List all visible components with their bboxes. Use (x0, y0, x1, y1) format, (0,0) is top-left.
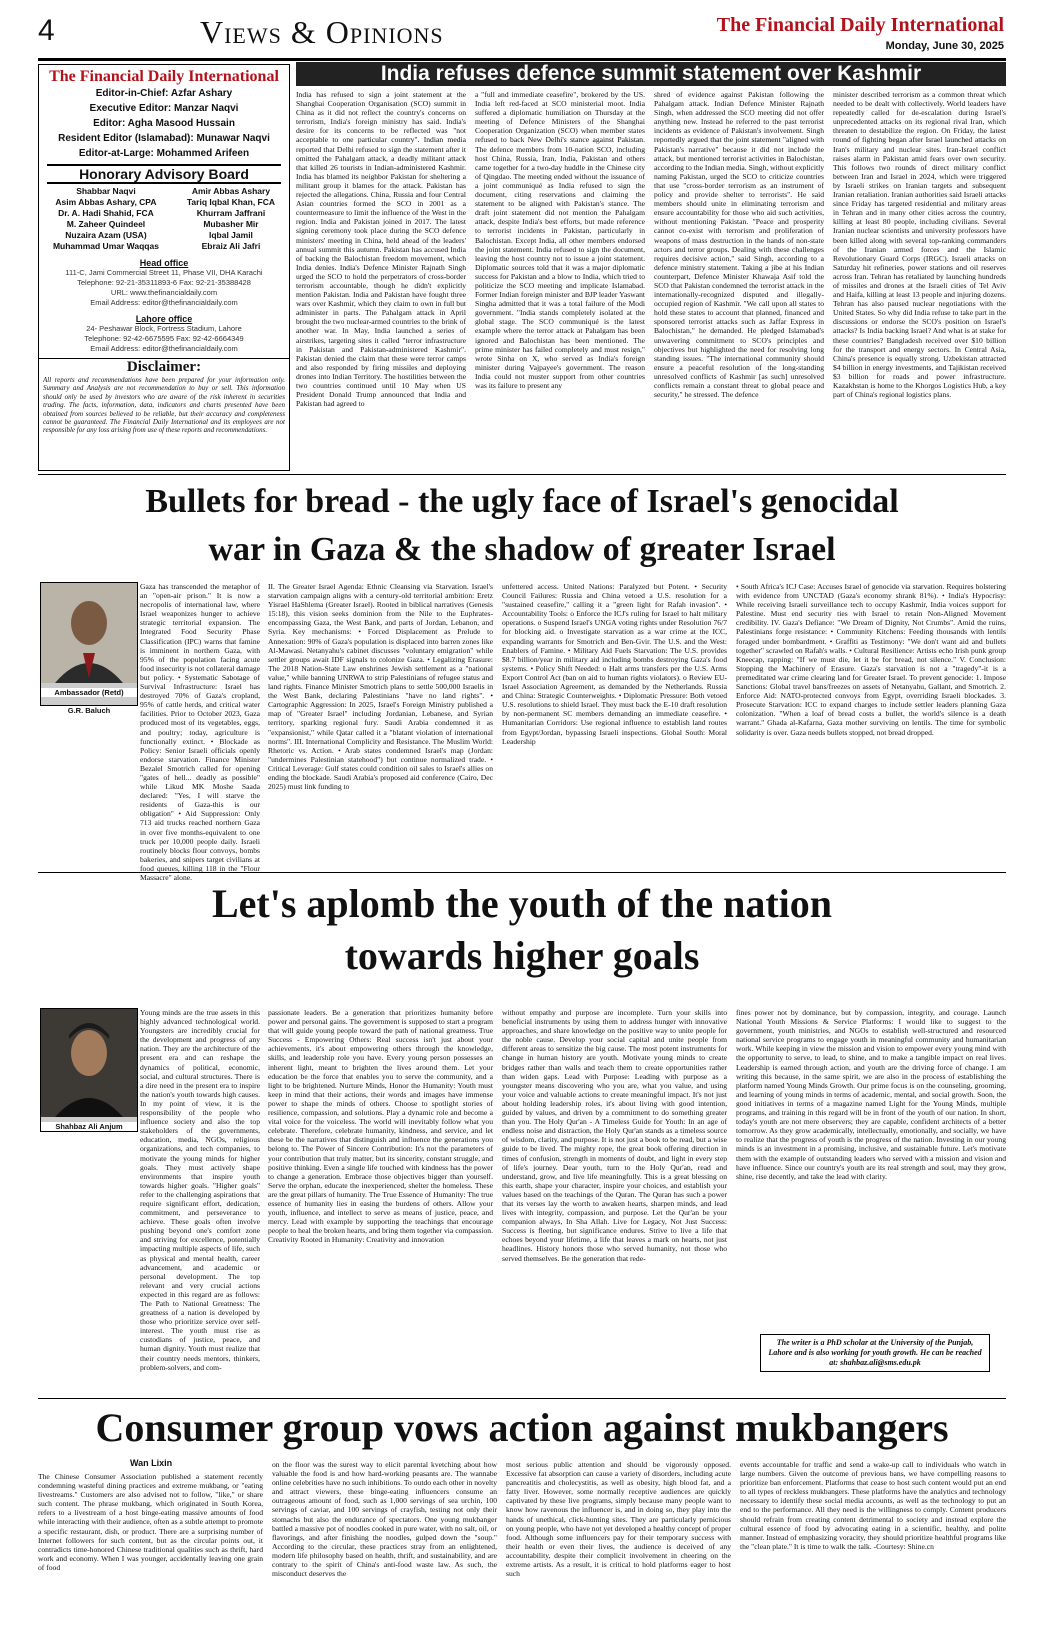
office-email: Email Address: editor@thefinancialdaily.com (90, 344, 238, 353)
section-divider (38, 1398, 1006, 1399)
article4-column: on the floor was the surest way to elicit parental kvetching about how valuable the food is and how hard-working peasants are. The wannabe online celebrities have no such inhibitions. To outdo each other in novelty and attract viewers, these binge-eating influencers consume an outrageous amount of food, such as 1,000 servings of sea urchin, 100 servings of caviar, and 100 servings of crayfish, testing not only their stomachs but also the endurance of spectators. One young mukbanger battled a massive pot of noodles cooked in pure water, with no salt, oil, or flavorings, and after finishing the noodles, gulped down the "soup." According to the circular, these practices stray from an enlightened, modern life philosophy based on health, thrift, and sustainability, and are contrary to the spirit of China's anti-food waste law. As such, the misconduct deserves the (272, 1460, 497, 1579)
board-member: Amir Abbas Ashary (191, 186, 271, 196)
article4-headline: Consumer group vows action against mukbangers (95, 1405, 949, 1450)
staff-line: Editor-in-Chief: Azfar Ashary (95, 88, 233, 99)
article2-column-intro: Gaza has transcended the metaphor of an "open-air prison." It is now a necropolis of international law, where Israel weaponizes hunger to achieve strategic territorial expansion. The Integrated Food Security Phase Classification (IPC) warns that famine is imminent in northern Gaza, with 95% of the population facing acute food insecurity is not collateral damage but policy. • Systematic Sabotage of Survival Infrastructure: Israel has destroyed 70% of Gaza's cropland, 95% of cattle herds, and critical water facilities. Prior to October 2023, Gaza produced most of its vegetables, eggs, and poultry; today, agriculture is functionally extinct. • Blockade as Policy: Senior Israeli officials openly endorse starvation. Finance Minister Bezalel Smotrich called for opening "gates of hell... deadly as possible" while Likud MK Moshe Saada declared: "Yes, I will starve the residents of Gaza-this is our obligation" • Aid Suppression: Only 713 aid trucks reached northern Gaza in over five months-equivalent to one truck per 10,000 people daily. Israeli routinely blocks flour convoys, bombs bakeries, and snipers target civilians at food queues, killing 118 in the "Flour Massacre" alone. (140, 582, 260, 882)
advisory-board (39, 186, 289, 252)
board-member: Tariq Iqbal Khan, FCA (186, 197, 276, 207)
board-member: Asim Abbas Ashary, CPA (55, 197, 157, 207)
staff-box (38, 64, 290, 471)
article1-column: minister described terrorism as a common threat which needed to be dealt with collectively. World leaders have repeatedly called for de-escalation during Israel's unprecedented attacks on its regional rival Iran, which threaten to destabilize the region. On Friday, the latest round of fighting began after Israel launched attacks on Iran's military and nuclear sites. Iran-Israel conflict raises alarm in Pakistan amid fears over own security. This follows two rounds of direct military conflict between Iran and Israel in 2024, which were triggered by Israeli strikes on Iranian targets and subsequent Iranian retaliation. Iranian authorities said Israeli attacks since Friday has targeted residential and military areas in Tehran and in many other cities across the country, killing at least 80 people, including civilians. Several Iranian nuclear scientists and university professors have been killed along with several top-ranking commanders of the Iranian armed forces and the Islamic Revolutionary Guard Corps (IRGC). Israeli attacks on Saturday hit refineries, power stations and oil reserves across Iran. Tehran has retaliated by launching hundreds of missiles and drones at the Israeli cities of Tel Aviv and Haifa, killing at least 13 people and injuring dozens. Tehran has also paused nuclear negotiations with the United States. So why did India refuse to take part in the discussions or endorse the SCO's position on Israel's attacks? Is India backing Israel? And what is at stake for these countries? Bangladesh received over $10 billion for the transport and energy sectors. In Central Asia, China's presence is equally strong. Uzbekistan attracted $4 billion in energy investments, and Tajikistan received $3 billion for roads and power infrastructure. Kazakhstan is home to the Khorgos Logistics Hub, a key part of China's regional logistics plans. (833, 90, 1006, 400)
staff-line: Executive Editor: Manzar Naqvi (89, 103, 239, 114)
staff-list (39, 86, 289, 161)
office-email: Email Address: editor@thefinancialdaily.com (90, 298, 238, 307)
author-caption-name: G.R. Baluch (40, 706, 138, 715)
page-number: 4 (38, 14, 55, 47)
article2-headline-line2: war in Gaza & the shadow of greater Israel (208, 531, 836, 568)
disclaimer-text: All reports and recommendations have been prepared for your information only. Summary and Analysis are not recommendation to buy or sell. This information should only be used by investors who are aware of the risk inherent in securities trading. The facts, information, data, indicators and charts presented have been obtained from sources believed to be reliable, but their accuracy and completeness cannot be guaranteed. The Financial Daily International and its employees are not responsible for any loss arising from use of these reports and recommendations. (43, 376, 285, 435)
board-member: Mubasher Mir (203, 219, 259, 229)
article4-column: The Chinese Consumer Association published a statement recently condemning wasteful dining practices and extreme mukbang, or "eating livestreams." Customers are also advised not to follow, "like," or share such content. The phrase mukbang, which originated in South Korea, refers to a livestream of a host binge-eating massive amounts of food while interacting with their audience, often as a subtle attempt to promote a specific restaurant, dish, or product. There are a surprising number of Internet followers for such content, but as the circular points out, it contradicts time-honored Chinese traditional qualities such as thrift, hard work and economy. When I was younger, accidentally leaving one grain of food (38, 1472, 263, 1572)
article2-column-intro-cont (38, 715, 260, 870)
head-office-title: Head office (139, 258, 189, 268)
board-member: Khurram Jaffrani (196, 208, 266, 218)
section-divider (38, 474, 1006, 475)
office-phone: Telephone: 92-42-6675595 Fax: 92-42-6664349 (84, 334, 244, 343)
office-url: URL: www.thefinancialdaily.com (110, 288, 218, 297)
article1-column: India has refused to sign a joint statement at the Shanghai Cooperation Organisation (SCO) summit in China as it did not reflect the country's concerns on terrorism, India's foreign ministry has said. India's desire for its concerns to be reflected was "not acceptable to one particular country". Indian media reported that Delhi refused to sign the statement after it omitted the Pahalgam attack, a deadly militant attack that killed 26 tourists in Indian-administered Kashmir. India has blamed its neighbor Pakistan for sheltering a militant group it blames for the attack. Pakistan has rejected the allegations. China, Russia and four Central Asian countries formed the SCO in 2001 as a countermeasure to limit the influence of the West in the region. India and Pakistan joined in 2017. The latest signing ceremony took place during the SCO defence ministers' meeting in China, held ahead of the leaders' annual summit this autumn. Pakistan has accused India of backing the Balochistan freedom movement, which India denies. India's Defence Minister Rajnath Singh urged the SCO to hold the perpetrators of cross-border terrorism accountable, though he didn't explicitly mention Pakistan. India and Pakistan have fought three wars over Kashmir, which they claim to own in full but administer in parts. The Pahalgam attack in April brought the two nuclear-armed countries to the brink of another war. In May, India launched a series of airstrikes, targeting sites it called "terror infrastructure in Pakistan and Pakistan-administered Kashmir". Pakistan denied the claim that these were terror camps and also responded by firing missiles and deploying drones into Indian Territory. The hostilities between the two countries continued until 10 May when US President Donald Trump announced that India and Pakistan had agreed to (296, 90, 466, 409)
article3-column: passionate leaders. Be a generation that prioritizes humanity before power and personal gains. The government is supposed to start a program that will guide young people toward the path of national greatness. True Success - Empowering Others: Real success isn't just about your achievements, it's about empowering others through the knowledge, skills, and leadership role you have. Every young person possesses an inherent light, meant to brighten the lives around them. Let your education be the force that enables you to serve the community, and a light to be brightened. Nurture Minds, Honor the Humanity: Youth must keep in mind that their actions, their words and images have immense power to shape the minds of others. Choose to spotlight stories of resilience, compassion, and solutions. Play a dynamic role and become a vital voice for the voiceless. The world will inevitably follow what you celebrate. Therefore, celebrate humanity, kindness, and service, and let these be the narratives that distinguish and influence the generations you belong to. The Power of Sincere Contribution: It's not the parameters of your contribution that truly matter, but its sincerity, constant struggle, and positive thinking. Even a single life touched with kindness has the power to change a generation. Embrace those objectives bigger than yourself. Serve the orphan, educate the inexperienced, shelter the homeless. These are the great pillars of humanity. The True Essence of Humanity: The true essence of humanity lies in easing the burdens of others. Allow your youth, influence, and intellect to serve as means of justice, peace, and mercy. Lead with example by supporting the teachings that encourage people to heal the broken hearts, and bring them together via compassion. Creativity Rooted in Humanity: Creativity and innovation (268, 1008, 493, 1245)
staff-line: Resident Editor (Islamabad): Munawar Naqvi (58, 133, 270, 144)
author-portrait-icon (41, 583, 137, 683)
article3-headline-line2: towards higher goals (344, 933, 700, 978)
advisory-board-title: Honorary Advisory Board (47, 164, 281, 184)
board-member: Dr. A. Hadi Shahid, FCA (58, 208, 154, 218)
article4-column: most serious public attention and should be vigorously opposed. Excessive fat absorption can cause a variety of disorders, including acute pancreatitis and cholecystitis, as well as obesity, high blood fat, and a fatty liver. However, some normally receptive audiences are quickly captivated by these live programs, simply because many people want to know how ravenous the influencer is, and in doing so, they play into the hands of unethical, click-hunting sites. They are particularly pernicious on young people, who have not yet developed a healthy concept of proper food. Although some influencers pay for their temporary success with their health or even their lives, the audience is deceived of any accountability, despite their complicit involvement in cheering on the extreme artists. As a result, it is critical to hold platforms eager to host such (506, 1460, 731, 1579)
staff-line: Editor-at-Large: Mohammed Arifeen (78, 148, 250, 159)
article3-headline-line1: Let's aplomb the youth of the nation (211, 881, 833, 926)
board-member: Shabbar Naqvi (76, 186, 136, 196)
masthead: The Financial Daily International (716, 14, 1004, 36)
author-caption-title: Ambassador (Retd) (41, 688, 137, 697)
section-title: Views & Opinions (200, 14, 444, 50)
section-divider (38, 872, 1006, 873)
article2-column: • South Africa's ICJ Case: Accuses Israel of genocide via starvation. Requires bolstering with evidence from UNCTAD (Gaza's economy shrank 81%). • India's Hypocrisy: While receiving Israeli surveillance tech to occupy Kashmir, India voices support for Palestine. Must end security ties with Israel to retain Non-Aligned Movement credibility. IV. Gaza's Defiance: "We Dream of Dignity, Not Crumbs". Amid the ruins, Palestinians forge resistance: • Community Kitchens: Feeding thousands with lentils foraged under bombardment. • Graffiti as Testimony: "We don't want aid and bullets together" scrawled on Rafah's walls. • Cultural Resilience: Artists echo Irish punk group Kneecap, rapping: "If we must die, let it be for bread, not silence." V. Conclusion: Stopping the Machinery of Erasure. Gaza's starvation is not a "tragedy"-it is a premeditated war crime clearing land for Greater Israel. To prevent genocide: 1. Impose Sanctions: Global travel bans/freezes on assets of Netanyahu, Gallant, and Smotrich. 2. Enforce Aid: NATO-protected convoys from Egypt, overriding Israeli blockades. 3. Prosecute Starvation: ICC to expand charges to include settler leaders planning Gaza colonization. "When a loaf of bread costs a bullet, the world's silence is a death warrant." Ghada al-Kafarna, Gaza mother surviving on lentils. The time for symbolic solidarity is over. Gaza needs bullets stopped, not bread dropped. (736, 582, 1006, 737)
article1-column: a "full and immediate ceasefire", brokered by the US. India left red-faced at SCO ministerial moot. India suffered a diplomatic humiliation on Thursday at the meeting of Defence Ministers of the Shanghai Cooperation Organization (SCO) when member states refused to back New Delhi's stance against Pakistan. The defence members from 10-nation SCO, including host China, Russia, Iran, India, Pakistan and others came together for a two-day huddle in the Chinese city of Qingdao. The meeting ended without the issuance of a joint communiqué as India refused to sign the document, citing reservations and claiming the statement to be aligned with Pakistan's stance. The draft joint statement did not mention the Pahalgam attack, despite India's best efforts, but made reference to terrorist incidents in Pakistan, particularly in Balochistan. Except India, all other members endorsed the joint statement. India refused to sign the document, leaving the host country not to issue a joint statement. Diplomatic sources told that it was a major diplomatic success for Pakistan and a blow to India, which tried to politicize the SCO meeting and implicate Islamabad. Former Indian foreign minister and BJP leader Yaswant Singha admitted that it was a total failure of the Modi government. "India stands completely isolated at the global stage. The SCO communiqué is the latest example where the terror attack at Pahalgam has been ignored and Balochistan has been mentioned. The prime minister has failed completely and must resign," wrote Sinha on X, who served as India's foreign minister during Vajpayee's government. The reason India could not muster support from other countries was its failure to present any (475, 90, 645, 390)
author-note: The writer is a PhD scholar at the University of the Punjab, Lahore and is also working for youth growth. He can be reached at: shahbaz.ali@sms.edu.pk (760, 1334, 990, 1372)
article1-column: shred of evidence against Pakistan following the Pahalgam attack. Indian Defence Minister Rajnath Singh, when addressed the SCO meeting did not offer anything new. Instead he referred to the past terrorist incidents as evidence of Pakistan's involvement. Singh reportedly argued that the joint statement "aligned with Pakistan's narrative" because it did not include the attack, but mentioned terrorist activities in Balochistan, according to the Indian media. Singh, without explicitly naming Pakistan, urged the SCO to criticize countries that use "cross-border terrorism as an instrument of policy and provide shelter to terrorists". He said members should unite in eliminating terrorism and ensure accountability for those who aid such activities, without mentioning Pakistan. "Peace and prosperity cannot co-exist with terrorism and proliferation of weapons of mass destruction in the hands of non-state actors and terror groups. Dealing with these challenges requires decisive action," said Singh, according to a defence ministry statement. Taking a jibe at his Indian counterpart, Defence Minister Khawaja Asif told the SCO that Pakistan condemned the terrorist attack in the internationally-recognized disputed and illegally-occupied region of Kashmir. "We call upon all states to hold these states to account that planned, financed and sponsored terrorist attacks such as Jaffar Express in Balochistan," he demanded. He pledged Islamabad's unwavering commitment to SCO's principles and objectives but highlighted the need for resolving long standing issues. "The international community should ensure a peaceful resolution of the long-standing unresolved conflicts of Kashmir [as such] unresolved conflicts remain a constant threat to global peace and security," he stressed. The defence (654, 90, 824, 400)
article2-column: unfettered access. United Nations: Paralyzed but Potent. • Security Council Failures: Russia and China vetoed a U.S. resolution for a "sustained ceasefire," calling it a "green light for Rafah invasion". • Accountability Tools: o Enforce the ICJ's ruling for Israel to halt military operations. o Suspend Israel's UNGA voting rights under Resolution 76/7 for blocking aid. o Investigate starvation as a war crime at the ICC, expanding warrants for Smotrich and Ben-Gvir. The U.S. and the West: Enablers of Famine. • Military Aid Fuels Starvation: The U.S. provides $8.7 billion/year in military aid including bombs destroying Gaza's food systems. • Policy Shift Needed: o Halt arms transfers per the U.S. Arms Export Control Act (ban on aid to human rights violators). o Review EU-Israel Association Agreement, as demanded by the Netherlands. Russia and China: Strategic Counterweights. • Diplomatic Pressure: Both vetoed U.S. resolutions to shield Israel. They must back the E-10 draft resolution by non-permanent SC members demanding an immediate ceasefire. • Humanitarian Corridors: Use regional influence to establish land routes from Egypt/Jordan, bypassing Israeli inspections. Global South: Moral Leadership (502, 582, 727, 746)
office-phone: Telephone: 92-21-35311893-6 Fax: 92-21-35388428 (77, 278, 251, 287)
article2-column: II. The Greater Israel Agenda: Ethnic Cleansing via Starvation. Israel's starvation campaign aligns with a century-old territorial ambition: Eretz Yisrael HaShlema (Greater Israel). Rooted in biblical narratives (Genesis 15:18), this vision seeks dominion from the Nile to the Euphrates-encompassing Gaza, the West Bank, and parts of Jordan, Lebanon, and Syria. Key mechanisms: • Forced Displacement as Prelude to Annexation: 90% of Gaza's population is displaced into barren zones like Al-Mawasi. Netanyahu's cabinet discusses "voluntary emigration" while settler groups await IDF signals to colonize Gaza. • Legalizing Erasure: The 2018 Nation-State Law enshrines Jewish settlement as a "national value," while banning UNRWA to strip Palestinians of refugee status and land rights. Finance Minister Smotrich plans to settle 500,000 Israelis in the West Bank, declaring Palestinians "have no land rights". • Cartographic Aggression: In 2025, Israel's Foreign Ministry published a map of "Greater Israel" including Jordanian, Lebanese, and Syrian territory, sparking regional fury. Saudi Arabia condemned it as "expansionist," while Qatar called it a "blatant violation of international norms". III. International Complicity and Resistance. The Muslim World: Rhetoric vs. Action. • Arab states condemned Israel's map (Jordan: "undermines Palestinian statehood") but continue normalized trade. • Critical Leverage: Gulf states could condition oil sales to Israel's allies on ending the blockade. Saudi Arabia's proposed aid conference (Cairo, Dec 2025) must link funding to (268, 582, 493, 792)
board-member: Iqbal Jamil (208, 230, 253, 240)
board-left-column (53, 186, 159, 252)
header-rule (38, 58, 1006, 61)
author-portrait-icon (41, 1009, 137, 1117)
article3-column-intro: Young minds are the true assets in this highly advanced technological world. Youngsters are incredibly crucial for the development and progress of any nation. They are the architecture of the present era and can reshape the dynamics of political, economic, social, and cultural structures. There is a dire need in the present era to inspire the nation's youth towards high causes. In my point of view, it is the responsibility of the people who influence society and also the top stakeholders of the governments, education, media, NGOs, religious organizations, and tech companies, to motivate the young minds for higher goals. They must actively shape environments that inspire youth towards higher goals. "Higher goals" refer to the challenging aspirations that require significant effort, dedication, commitment, and perseverance to achieve. These goals often involve pushing beyond one's comfort zone and striving for excellence, potentially impacting multiple aspects of life, such as physical and mental health, career advancement, and academic or personal development. The top relevant and very crucial actions expected in this regard are as follows: The Path to National Greatness: The greatness of a nation is developed by those who prioritize service over self-interest. The youth must rise as custodians of justice, peace, and human dignity. Youth must realize that their country needs mentors, thinkers, problem-solvers, and com- (140, 1008, 260, 1372)
author-photo (40, 582, 138, 706)
board-right-column (187, 186, 275, 252)
staff-masthead: The Financial Daily International (49, 68, 279, 85)
article3-column: fines power not by dominance, but by compassion, integrity, and courage. Launch National Youth Missions & Service Platforms: I would like to suggest to the government, youth ministries, and NGOs to establish well-structured and resourced national service programs to engage youth in meaningful community and humanitarian work. While keeping in view the mission and vision to empower every young mind with the opportunity to serve, to lead, to shine, and to make a tangible impact on real lives. Leadership is earned through action, and youth are the driving force of change. I am writing this because, in the same spirit, we are also in the process of establishing the platform named Young Minds Growth. Our prime focus is on the counseling, grooming, and learning of young minds in terms of academic, mental, and social growth. Soon, the good initiatives in terms of a magazine named Light for the Young Minds, multiple programs, and training in this regard will be in front of the youth of our nation. In short, today's youth are not mere observers; they are capable, confident architects of a better tomorrow. As they grow academically, intellectually, emotionally, and socially, we have to realize that the progress of youth is the progress of the nation. Investing in our young minds is an investment in a promising, inclusive, and sustainable future. Let's motivate them with the example of outstanding leaders who served with a mission and vision and have influence. Since our country's youth are its real strength and soul, may they grow, shine, rise decently, and take the lead with clarity. (736, 1008, 1006, 1181)
lahore-office-title: Lahore office (135, 314, 193, 324)
staff-line: Editor: Agha Masood Hussain (93, 118, 235, 129)
article1-headline: India refuses defence summit statement over Kashmir (296, 62, 1006, 86)
board-member: M. Zaheer Quindeel (66, 219, 146, 229)
article4-column: events accountable for traffic and send a wake-up call to individuals who watch in large numbers. Given the outcome of previous bans, we have compelling reasons to prioritize ban enforcement. Platforms that cease to host such content would put an end to all types of reckless mukbangers. These platforms have the analytics and technology necessary to identify these social media accounts, as well as the technology to put an end to the performance. All they need is the willingness to comply. Content producers should refrain from creating content detrimental to society and instead explore the cultural essence of food by advocating eating in a scientific, healthy, and polite manner. Instead of emphasizing voracity, they should prioritize healthful programs like the "clean plate." It is time to walk the talk. -Courtesy: Shine.cn (740, 1460, 1006, 1551)
board-member: Ebraiz Ali Jafri (201, 241, 261, 251)
issue-date: Monday, June 30, 2025 (885, 40, 1004, 52)
author-photo (40, 1008, 138, 1132)
board-member: Nuzaira Azam (USA) (65, 230, 147, 240)
article2-headline-line1: Bullets for bread - the ugly face of Israel's genocidal (145, 483, 899, 520)
article4-byline: Wan Lixin (130, 1458, 173, 1468)
office-address: 111-C, Jami Commercial Street 11, Phase VII, DHA Karachi (65, 268, 263, 277)
office-address: 24- Peshawar Block, Fortress Stadium, Lahore (86, 324, 242, 333)
disclaimer-title: Disclaimer: (39, 358, 289, 376)
board-member: Muhammad Umar Waqqas (52, 241, 159, 251)
author-caption-name: Shahbaz Ali Anjum (41, 1122, 137, 1131)
article3-column: without empathy and purpose are incomplete. Turn your skills into beneficial instruments by using them to address hunger with innovative approaches, and share knowledge on the positive way to unite people for the noble cause. Develop your social capital and unite people from different areas to sensitize the big cause. The most potent instruments for change in human history are youth. Motivate young minds to create bridges rather than walls and teach them to create opportunities rather than widen gaps. Lead with Purpose: Leading with purpose as a youngster means discovering who you are, what you value, and using your voice and valuable actions to create meaningful impact. It's not just about holding leadership roles, it's about living with good intention, guided by values, and driven by a commitment to do something greater than you. The Holy Qur'an - A Timeless Guide for Youth: In an age of endless noise and distraction, the Holy Qur'an stands as a timeless source of wisdom, clarity, and purpose. It is not just a book to be read, but a wise guide to be lived. The mighty rope, the great book offering direction in times of confusion, strength in moments of doubt, and light in every step of life's journey. Dear youth, turn to the Holy Qur'an, read and understand, grow, and live life meaningfully. This is a great blessing on this earth, shape your character, inspire your choices, and establish your values based on the teachings of the Quran. The Quran has such a power that its verses lay the worth to awaken hearts, sharpen minds, and lead lives with integrity, compassion, and purpose. Let the Qur'an be your companion always, In Sha Allah. Live for Legacy, Not Just Success: Success is fleeting, but significance endures. Strive to live a life that echoes beyond your lifetime, a life that leaves a mark on hearts, not just headlines. History honors those who served humanity, not those who served themselves. Be the generation that rede- (502, 1008, 727, 1263)
